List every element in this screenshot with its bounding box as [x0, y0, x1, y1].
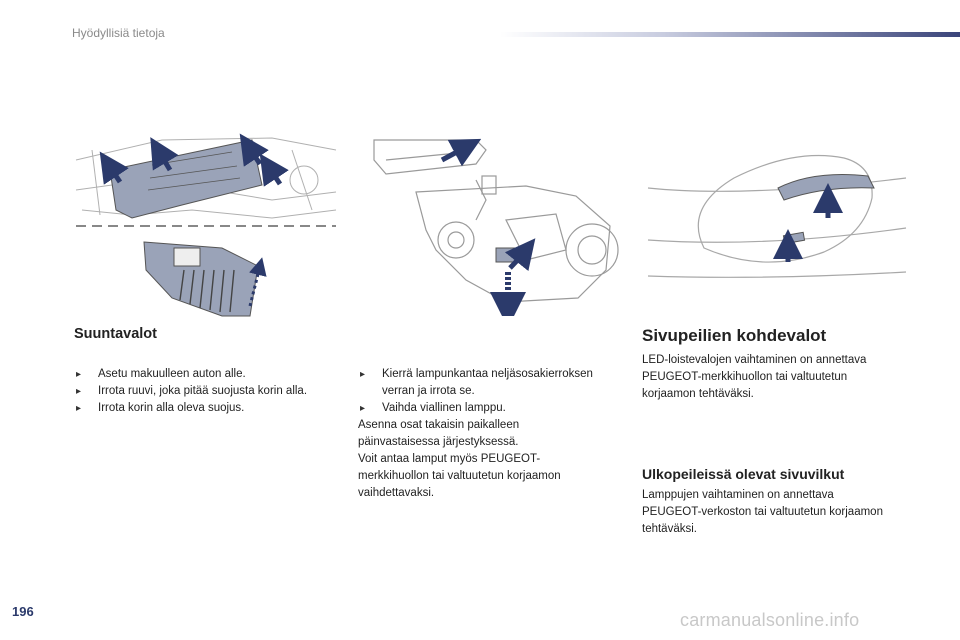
list-item: ▸ Vaihda viallinen lamppu.: [358, 400, 620, 417]
paragraph-line: merkkihuollon tai valtuutetun korjaamon: [358, 470, 561, 482]
led-lamp-part: [783, 232, 804, 243]
mirror-illustration: [644, 148, 908, 296]
paragraph-line: tehtäväksi.: [642, 523, 697, 535]
left-bullet-list: [74, 366, 354, 417]
paragraph-line: PEUGEOT-verkoston tai valtuutetun korjaamon: [642, 506, 883, 518]
list-item: ▸ Asetu makuulleen auton alle.: [74, 366, 354, 383]
checkbox-arrow-icon: ▸: [76, 369, 82, 380]
paragraph-line: Asenna osat takaisin paikalleen: [358, 419, 520, 431]
heading-sivupeilien-kohdevalot: Sivupeilien kohdevalot: [642, 326, 827, 345]
middle-paragraph: [358, 417, 620, 502]
paragraph-line: Voit antaa lamput myös PEUGEOT-: [358, 453, 541, 465]
paragraph-line: PEUGEOT-merkkihuollon tai valtuutetun: [642, 371, 848, 383]
checkbox-arrow-icon: ▸: [76, 386, 82, 397]
header-title: Hyödyllisiä tietoja: [72, 26, 165, 40]
paragraph-line: vaihdettavaksi.: [358, 487, 435, 499]
list-item: ▸ Kierrä lampunkantaa neljäsosakierroksen verran ja irrota se.: [360, 368, 593, 397]
blue-arrow-icon: [442, 146, 526, 310]
header-bar: [500, 32, 960, 37]
middle-bullet-list: [358, 366, 620, 417]
list-item: ▸ Irrota korin alla oleva suojus.: [74, 400, 354, 417]
cover-part-shape: [110, 140, 262, 218]
watermark-text[interactable]: carmanualsonline.info: [680, 610, 860, 630]
checkbox-arrow-icon: ▸: [76, 403, 82, 414]
right-paragraph-1: [642, 352, 912, 403]
checkbox-arrow-icon: ▸: [360, 403, 366, 414]
paragraph-line: päinvastaisessa järjestyksessä.: [358, 436, 519, 448]
page-number: 196: [12, 604, 34, 619]
heading-suuntavalot: Suuntavalot: [74, 326, 157, 342]
right-paragraph-2: [642, 487, 922, 538]
paragraph-line: LED-loistevalojen vaihtaminen on annettava: [642, 354, 867, 366]
turn-signal-lens: [778, 175, 874, 201]
heading-ulkopeileissa-sivuvilkut: Ulkopeileissä olevat sivuvilkut: [642, 466, 845, 482]
paragraph-line: Lamppujen vaihtaminen on annettava: [642, 489, 834, 501]
paragraph-line: korjaamon tehtäväksi.: [642, 388, 754, 400]
checkbox-arrow-icon: ▸: [360, 369, 366, 380]
bumper-cover-illustration: [72, 130, 338, 320]
list-item: ▸ Irrota ruuvi, joka pitää suojusta korin alla.: [74, 383, 354, 400]
headlamp-unit-illustration: [356, 130, 620, 316]
